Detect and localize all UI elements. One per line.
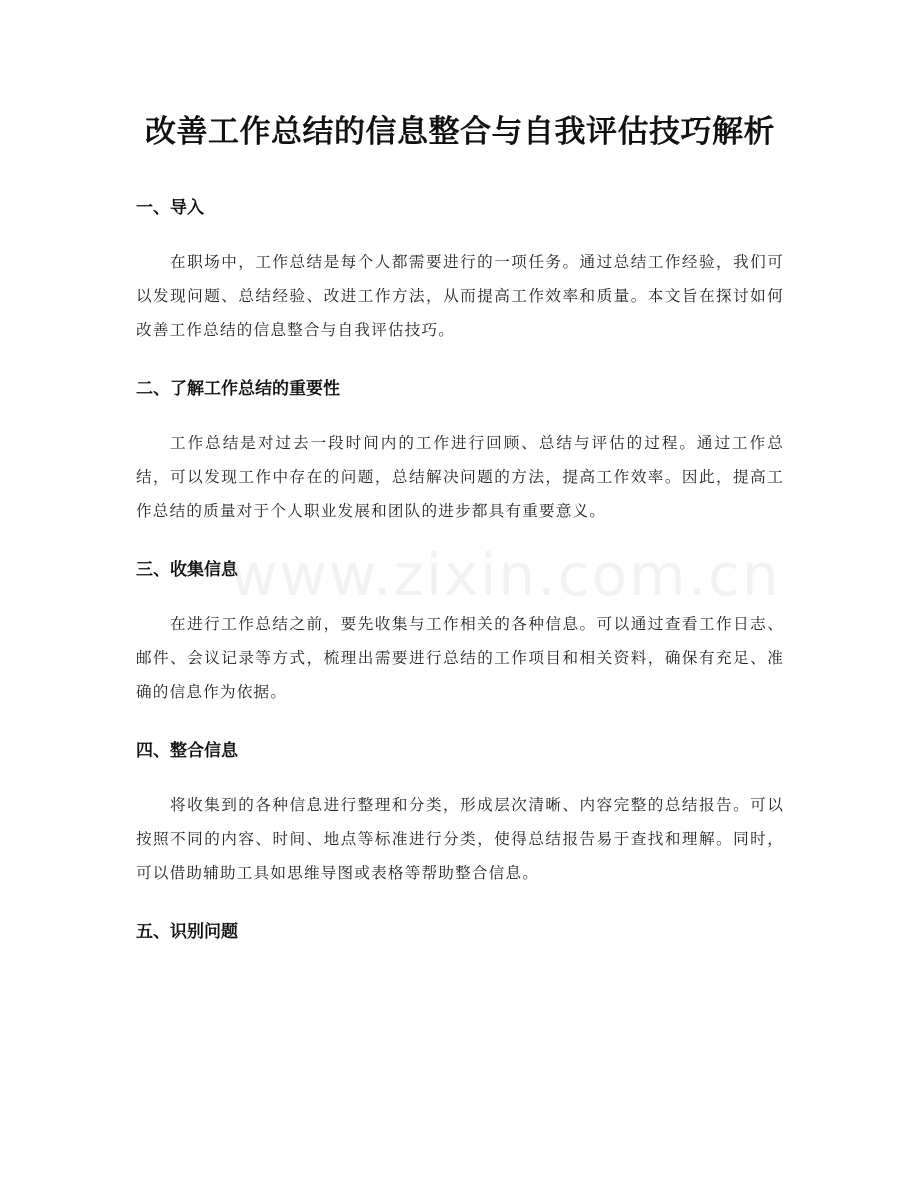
section-identify-problems — [136, 920, 784, 944]
section-integrate-info — [136, 739, 784, 890]
watermark: www.zixin.com.cn — [230, 541, 781, 609]
section-paragraph: 工作总结是对过去一段时间内的工作进行回顾、总结与评估的过程。通过工作总结，可以发现工作中存在的问题，总结解决问题的方法，提高工作效率。因此，提高工作总结的质量对于个人职业发展和团队的进步都具有重要意义。 — [136, 434, 784, 520]
section-paragraph: 在进行工作总结之前，要先收集与工作相关的各种信息。可以通过查看工作日志、邮件、会议记录等方式，梳理出需要进行总结的工作项目和相关资料，确保有充足、准确的信息作为依据。 — [136, 615, 784, 701]
section-importance — [136, 377, 784, 528]
section-paragraph: 在职场中，工作总结是每个人都需要进行的一项任务。通过总结工作经验，我们可以发现问题、总结经验、改进工作方法，从而提高工作效率和质量。本文旨在探讨如何改善工作总结的信息整合与自我评估技巧。 — [136, 253, 784, 339]
section-collect-info — [136, 558, 784, 709]
section-heading: 三、收集信息 — [136, 560, 238, 580]
section-paragraph: 将收集到的各种信息进行整理和分类，形成层次清晰、内容完整的总结报告。可以按照不同的内容、时间、地点等标准进行分类，使得总结报告易于查找和理解。同时，可以借助辅助工具如思维导图或表格等帮助整合信息。 — [136, 796, 784, 882]
section-heading: 二、了解工作总结的重要性 — [136, 379, 340, 399]
section-heading: 五、识别问题 — [136, 922, 238, 942]
section-heading: 四、整合信息 — [136, 741, 238, 761]
section-heading: 一、导入 — [136, 198, 204, 218]
section-intro — [136, 196, 784, 347]
document-title: 改善工作总结的信息整合与自我评估技巧解析 — [145, 114, 775, 150]
